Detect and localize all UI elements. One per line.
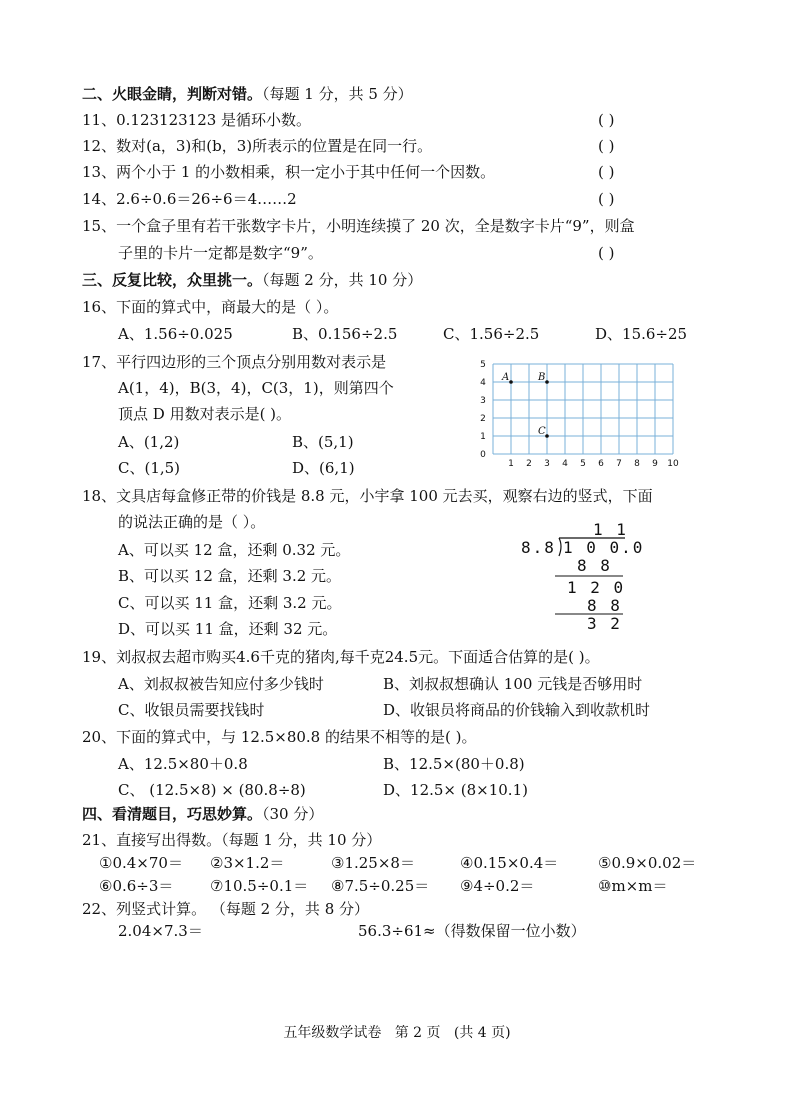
option-17c: C、(1,5) xyxy=(118,459,181,477)
grid-point-b xyxy=(545,380,549,384)
calc-item-8: ⑧7.5÷0.25＝ xyxy=(331,877,430,895)
question-19: 19、刘叔叔去超市购买4.6千克的猪肉,每千克24.5元。下面适合估算的是( )。 xyxy=(82,648,600,666)
calc-item-10: ⑩m×m＝ xyxy=(598,877,668,895)
calc-item-5: ⑤0.9×0.02＝ xyxy=(598,854,697,872)
section-title: 四、看清题目，巧思妙算。 xyxy=(82,805,263,823)
y-tick-label: 1 xyxy=(480,432,486,442)
option-19a: A、刘叔叔被告知应付多少钱时 xyxy=(118,675,324,693)
x-tick-label: 4 xyxy=(562,459,568,469)
division-remainder-1: 1 2 0 xyxy=(567,578,626,597)
question-11: 11、0.123123123 是循环小数。 xyxy=(82,111,312,129)
division-remainder-2: 3 2 xyxy=(587,614,622,633)
long-division xyxy=(515,518,645,633)
question-17-line3: 顶点 D 用数对表示是( )。 xyxy=(118,405,292,423)
question-17-line2: A(1，4)，B(3，4)，C(3，1)，则第四个 xyxy=(118,379,394,397)
division-subtrahend-2: 8 8 xyxy=(587,596,622,615)
question-18-line1: 18、文具店每盒修正带的价钱是 8.8 元，小宇拿 100 元去买，观察右边的竖式，下面 xyxy=(82,487,653,505)
question-14: 14、2.6÷0.6＝26÷6＝4……2 xyxy=(82,190,297,208)
question-15-line2: 子里的卡片一定都是数字“9”。 xyxy=(118,244,323,262)
option-17d: D、(6,1) xyxy=(292,459,355,477)
option-18d: D、可以买 11 盒，还剩 32 元。 xyxy=(118,620,338,638)
section-note: （每题 1 分，共 5 分） xyxy=(262,85,413,103)
answer-blank-12[interactable]: ( ) xyxy=(598,137,615,155)
option-18c: C、可以买 11 盒，还剩 3.2 元。 xyxy=(118,594,342,612)
division-quotient: 1 1 xyxy=(593,520,628,539)
calc-item-4: ④0.15×0.4＝ xyxy=(460,854,559,872)
division-divisor: 8.8 xyxy=(521,538,556,557)
option-20a: A、12.5×80＋0.8 xyxy=(118,755,248,773)
x-tick-label: 1 xyxy=(508,459,514,469)
y-tick-label: 2 xyxy=(480,414,486,424)
question-12: 12、数对(a，3)和(b，3)所表示的位置是在同一行。 xyxy=(82,137,433,155)
option-16a: A、1.56÷0.025 xyxy=(118,325,233,343)
section-title: 三、反复比较，众里挑一。 xyxy=(82,271,263,289)
option-16d: D、15.6÷25 xyxy=(595,325,688,343)
x-tick-label: 6 xyxy=(598,459,604,469)
x-tick-label: 7 xyxy=(616,459,622,469)
option-16c: C、1.56÷2.5 xyxy=(443,325,540,343)
option-19b: B、刘叔叔想确认 100 元钱是否够用时 xyxy=(383,675,643,693)
x-tick-label: 2 xyxy=(526,459,532,469)
section-note: （30 分） xyxy=(262,805,324,823)
grid-point-label: A xyxy=(502,372,510,383)
division-dividend: 1 0 0.0 xyxy=(563,538,645,557)
answer-blank-13[interactable]: ( ) xyxy=(598,163,615,181)
x-tick-label: 9 xyxy=(652,459,658,469)
answer-blank-11[interactable]: ( ) xyxy=(598,111,615,129)
section-3-heading xyxy=(82,270,422,290)
option-16b: B、0.156÷2.5 xyxy=(292,325,398,343)
x-tick-label: 10 xyxy=(667,459,679,469)
section-4-heading xyxy=(82,804,323,824)
vertical-calc-b: 56.3÷61≈（得数保留一位小数） xyxy=(358,922,586,940)
coordinate-grid-svg xyxy=(475,358,685,470)
question-20: 20、下面的算式中，与 12.5×80.8 的结果不相等的是( )。 xyxy=(82,728,477,746)
question-16: 16、下面的算式中，商最大的是（ ）。 xyxy=(82,298,339,316)
y-tick-label: 5 xyxy=(480,360,486,370)
section-2-heading xyxy=(82,84,413,104)
option-19c: C、收银员需要找钱时 xyxy=(118,701,265,719)
answer-blank-15[interactable]: ( ) xyxy=(598,244,615,262)
question-18-line2: 的说法正确的是（ ）。 xyxy=(118,513,266,531)
option-20d: D、12.5× (8×10.1) xyxy=(383,781,528,799)
grid-point-a xyxy=(509,380,513,384)
y-tick-label: 4 xyxy=(480,378,486,388)
section-note: （每题 2 分，共 10 分） xyxy=(262,271,423,289)
question-21: 21、直接写出得数。（每题 1 分，共 10 分） xyxy=(82,831,382,849)
calc-item-2: ②3×1.2＝ xyxy=(210,854,285,872)
calc-item-1: ①0.4×70＝ xyxy=(99,854,183,872)
option-18a: A、可以买 12 盒，还剩 0.32 元。 xyxy=(118,541,351,559)
answer-blank-14[interactable]: ( ) xyxy=(598,190,615,208)
grid-point-label: C xyxy=(538,426,546,437)
page-footer: 五年级数学试卷 第 2 页 (共 4 页) xyxy=(283,1025,511,1041)
option-17b: B、(5,1) xyxy=(292,433,354,451)
x-tick-label: 8 xyxy=(634,459,640,469)
question-22: 22、列竖式计算。 （每题 2 分，共 8 分） xyxy=(82,900,370,918)
section-title: 二、火眼金睛，判断对错。 xyxy=(82,85,263,103)
question-13: 13、两个小于 1 的小数相乘，积一定小于其中任何一个因数。 xyxy=(82,163,496,181)
coordinate-grid xyxy=(475,358,685,470)
option-17a: A、(1,2) xyxy=(118,433,180,451)
calc-item-9: ⑨4÷0.2＝ xyxy=(460,877,535,895)
question-15-line1: 15、一个盒子里有若干张数字卡片，小明连续摸了 20 次，全是数字卡片“9”，则盒 xyxy=(82,217,635,235)
y-tick-label: 3 xyxy=(480,396,486,406)
x-tick-label: 3 xyxy=(544,459,550,469)
division-subtrahend-1: 8 8 xyxy=(577,556,612,575)
question-17-line1: 17、平行四边形的三个顶点分别用数对表示是 xyxy=(82,353,387,371)
calc-item-3: ③1.25×8＝ xyxy=(331,854,415,872)
option-19d: D、收银员将商品的价钱输入到收款机时 xyxy=(383,701,651,719)
y-tick-label: 0 xyxy=(480,450,486,460)
option-20b: B、12.5×(80＋0.8) xyxy=(383,755,525,773)
calc-item-6: ⑥0.6÷3＝ xyxy=(99,877,174,895)
vertical-calc-a: 2.04×7.3＝ xyxy=(118,922,203,940)
grid-point-c xyxy=(545,434,549,438)
calc-item-7: ⑦10.5÷0.1＝ xyxy=(210,877,309,895)
division-lines xyxy=(515,518,625,633)
option-20c: C、 (12.5×8) × (80.8÷8) xyxy=(118,781,306,799)
grid-point-label: B xyxy=(538,372,546,383)
option-18b: B、可以买 12 盒，还剩 3.2 元。 xyxy=(118,567,342,585)
x-tick-label: 5 xyxy=(580,459,586,469)
